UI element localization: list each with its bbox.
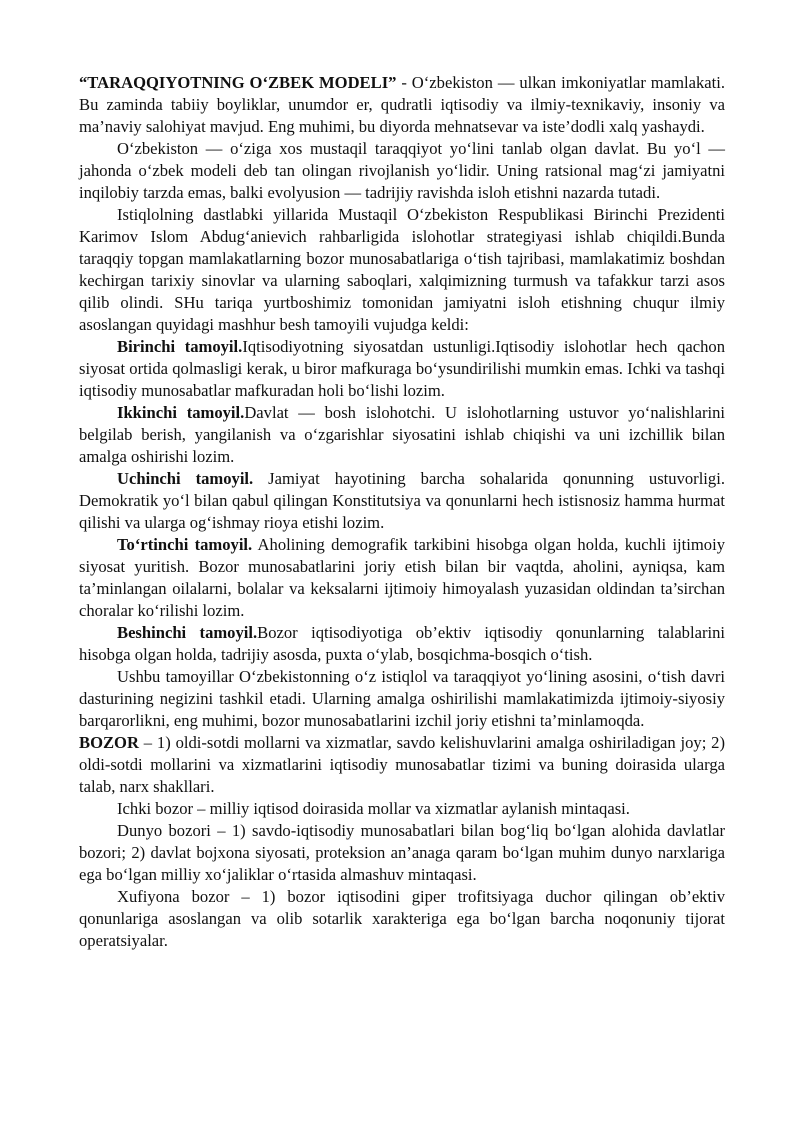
paragraph-intro xyxy=(79,72,725,138)
paragraph-text: O‘zbekiston — o‘ziga xos mustaqil taraqqiyot yo‘lini tanlab olgan davlat. Bu yo‘l — jahonda o‘zbek modeli deb tan olingan rivojlanish yo‘lidir. Uning ratsional mag‘zi jamiyatni inqilobiy tarzda emas, balki evolyusion — tadrijiy ravishda isloh etishni nazarda tutadi. xyxy=(79,139,725,202)
model-heading: “TARAQQIYOTNING O‘ZBEK MODELI” xyxy=(79,73,397,92)
paragraph-text: Ushbu tamoyillar O‘zbekistonning o‘z istiqlol va taraqqiyot yo‘lining asosini, o‘tish davri dasturining negizini tashkil etadi. Ularning amalga oshirilishi mamlakatimizda ijtimoiy-siyosiy barqarorlikni, eng muhimi, bozor munosabatlarini izchil joriy etishni ta’minlamoqda. xyxy=(79,667,725,730)
paragraph-text: Ichki bozor – milliy iqtisod doirasida mollar va xizmatlar aylanish mintaqasi. xyxy=(117,799,630,818)
paragraph-text: Istiqlolning dastlabki yillarida Mustaqil O‘zbekiston Respublikasi Birinchi Prezidenti Karimov Islom Abdug‘anievich rahbarligida islohotlar strategiyasi ishlab chiqildi.Bunda taraqqiy topgan mamlakatlarning bozor munosabatlariga o‘tish tajribasi, mamlakatimiz boshdan kechirgan tarixiy sinovlar va ularning saboqlari, xalqimizning turmush va tafakkur tarzi asos qilib olindi. SHu tariqa yurtboshimiz tomonidan jamiyatni isloh etishning chuqur ilmiy asoslangan quyidagi mashhur besh tamoyili vujudga keldi: xyxy=(79,205,725,334)
paragraph-text: Aholining demografik tarkibini hisobga olgan holda, kuchli ijtimoiy siyosat yuritish. Bozor munosabatlarini joriy etish bilan bir vaqtda, aholini, ayniqsa, kam ta’minlangan oilalarni, bolalar va keksalarni ijtimoiy himoyalash yuzasidan oldindan ta’sirchan choralar ko‘rilishi lozim. xyxy=(79,535,725,620)
paragraph-bozor-definition xyxy=(79,732,725,798)
paragraph-principle-2 xyxy=(79,402,725,468)
paragraph-text: – 1) oldi-sotdi mollarni va xizmatlar, savdo kelishuvlarini amalga oshiriladigan joy; 2) oldi-sotdi mollarini va xizmatlarini iqtisodiy munosabatlar tizimi va buning doirasida ularga talab, narx shakllari. xyxy=(79,733,725,796)
paragraph-principle-1 xyxy=(79,336,725,402)
paragraph-text: Dunyo bozori – 1) savdo-iqtisodiy munosabatlari bilan bog‘liq bo‘lgan alohida davlatlar bozori; 2) davlat bojxona siyosati, proteksion an’anaga qaram bo‘lgan muhim dunyo narxlariga ega bo‘lgan milliy xo‘jaliklar o‘rtasida almashuv mintaqasi. xyxy=(79,821,725,884)
paragraph-principle-3 xyxy=(79,468,725,534)
paragraph-text: Davlat — bosh islohotchi. U islohotlarning ustuvor yo‘nalishlarini belgilab berish, yangilanish va o‘zgarishlar siyosatini ishlab chiqishi va uni izchillik bilan amalga oshirishi lozim. xyxy=(79,403,725,466)
paragraph-text: Iqtisodiyotning siyosatdan ustunligi.Iqtisodiy islohotlar hech qachon siyosat ortida qolmasligi kerak, u biror mafkuraga bo‘ysundirilishi mumkin emas. Ichki va tashqi iqtisodiy munosabatlar mafkuradan holi bo‘lishi lozim. xyxy=(79,337,725,400)
paragraph-text: Jamiyat hayotining barcha sohalarida qonunning ustuvorligi. Demokratik yo‘l bilan qabul qilingan Konstitutsiya va qonunlarni hech istisnosiz hamma hurmat qilishi va ularga og‘ishmay rioya etishi lozim. xyxy=(79,469,725,532)
principle-title: To‘rtinchi tamoyil. xyxy=(117,535,253,554)
paragraph-text: Bozor iqtisodiyotiga ob’ektiv iqtisodiy qonunlarning talablarini hisobga olgan holda, tadrijiy asosda, puxta o‘ylab, bosqichma-bosqich o‘tish. xyxy=(79,623,726,664)
paragraph-principle-4 xyxy=(79,534,725,622)
paragraph-own-path xyxy=(79,138,725,204)
paragraph-principles-summary xyxy=(79,666,725,732)
principle-title: Beshinchi tamoyil. xyxy=(117,623,258,642)
paragraph-world-market xyxy=(79,820,725,886)
term-heading: BOZOR xyxy=(79,733,139,752)
paragraph-principle-5 xyxy=(79,622,725,666)
paragraph-shadow-market xyxy=(79,886,725,952)
paragraph-text: - O‘zbekiston — ulkan imkoniyatlar mamlakati. Bu zaminda tabiiy boyliklar, unumdor er, qudratli iqtisodiy va ilmiy-texnikaviy, insoniy va ma’naviy salohiyat mavjud. Eng muhimi, bu diyorda mehnatsevar va iste’dodli xalq yashaydi. xyxy=(79,73,725,136)
paragraph-domestic-market xyxy=(79,798,725,820)
paragraph-strategy xyxy=(79,204,725,336)
document-page xyxy=(79,72,725,952)
principle-title: Ikkinchi tamoyil. xyxy=(117,403,245,422)
principle-title: Uchinchi tamoyil. xyxy=(117,469,254,488)
principle-title: Birinchi tamoyil. xyxy=(117,337,243,356)
paragraph-text: Xufiyona bozor – 1) bozor iqtisodini giper trofitsiyaga duchor qilingan ob’ektiv qonunlariga asoslangan va olib sotarlik xarakteriga ega bo‘lgan barcha noqonuniy tijorat operatsiyalar. xyxy=(79,887,725,950)
